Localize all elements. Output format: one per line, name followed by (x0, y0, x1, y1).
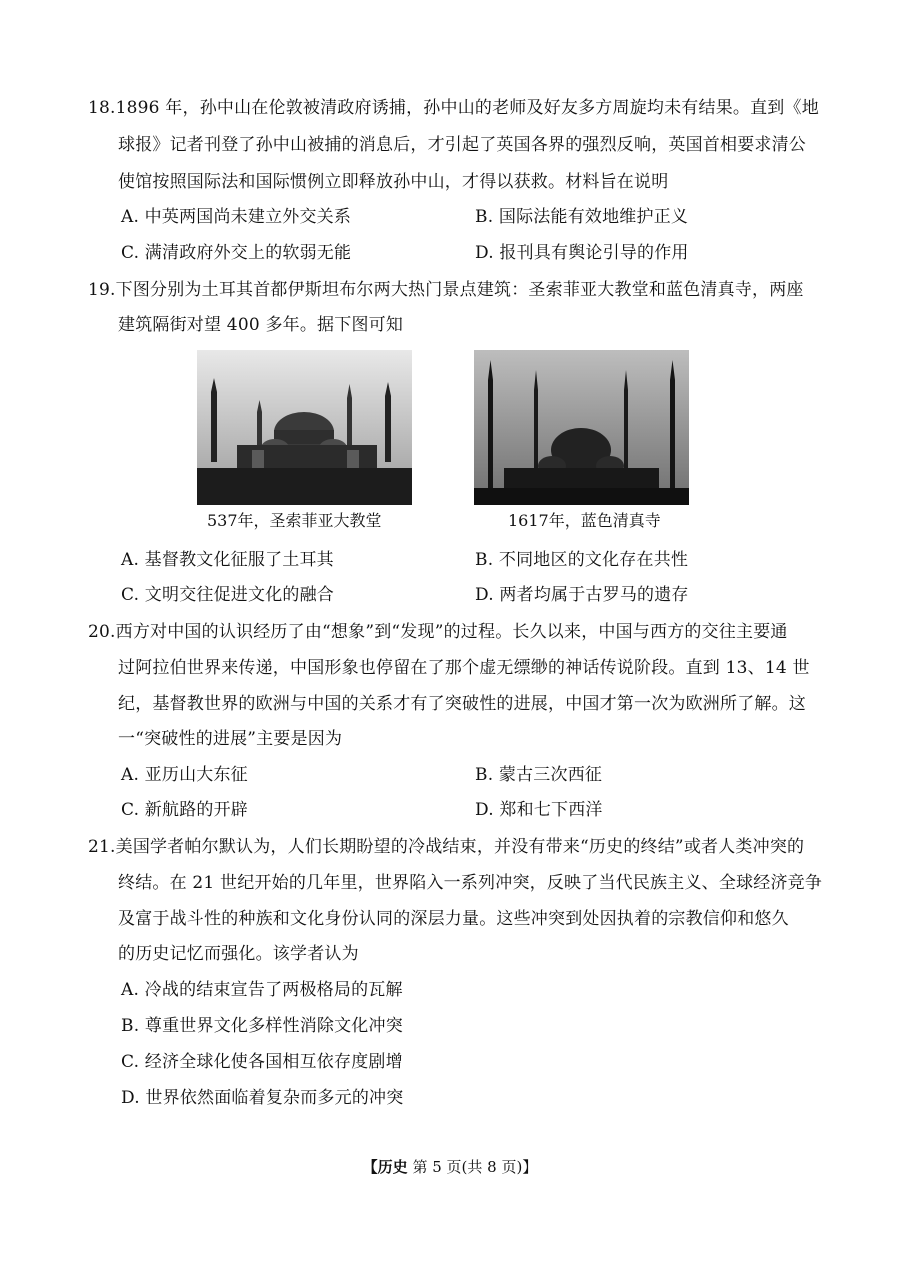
q19-stem-line-1: 19.下图分别为土耳其首都伊斯坦布尔两大热门景点建筑：圣索菲亚大教堂和蓝色清真寺，两座 (88, 280, 804, 300)
q20-option-a: A. 亚历山大东征 (121, 765, 248, 785)
page-footer (0, 1157, 900, 1177)
q21-stem-line-1: 21.美国学者帕尔默认为，人们长期盼望的冷战结束，并没有带来“历史的终结”或者人类冲突的 (88, 837, 805, 857)
q19-stem-line-2: 建筑隔街对望 400 多年。据下图可知 (118, 315, 404, 335)
blue-mosque-caption: 1617年，蓝色清真寺 (508, 511, 661, 530)
q19-option-c: C. 文明交往促进文化的融合 (121, 585, 335, 605)
q20-stem-line-1: 20.西方对中国的认识经历了由“想象”到“发现”的过程。长久以来，中国与西方的交往主要通 (88, 622, 788, 642)
blue-mosque-photo (474, 350, 689, 505)
q20-option-b: B. 蒙古三次西征 (475, 765, 603, 785)
q20-stem-line-2: 过阿拉伯世界来传递，中国形象也停留在了那个虚无缥缈的神话传说阶段。直到 13、14 世 (118, 658, 810, 678)
q19-option-d: D. 两者均属于古罗马的遗存 (475, 585, 689, 605)
hagia-sophia-caption: 537年，圣索菲亚大教堂 (207, 511, 382, 530)
q19-option-b: B. 不同地区的文化存在共性 (475, 550, 689, 570)
footer-subject: 【历史 (362, 1158, 408, 1176)
q19-option-a: A. 基督教文化征服了土耳其 (121, 550, 334, 570)
q20-option-d: D. 郑和七下西洋 (475, 800, 603, 820)
q21-option-a: A. 冷战的结束宣告了两极格局的瓦解 (121, 980, 403, 1000)
q18-option-d: D. 报刊具有舆论引导的作用 (475, 243, 689, 263)
q21-stem-line-3: 及富于战斗性的种族和文化身份认同的深层力量。这些冲突到处因执着的宗教信仰和悠久 (118, 909, 789, 929)
q18-stem-line-1: 18.1896 年，孙中山在伦敦被清政府诱捕，孙中山的老师及好友多方周旋均未有结果。直到《地 (88, 98, 819, 118)
q18-option-a: A. 中英两国尚未建立外交关系 (121, 207, 352, 227)
q18-stem-line-2: 球报》记者刊登了孙中山被捕的消息后，才引起了英国各界的强烈反响，英国首相要求清公 (118, 135, 806, 155)
q21-option-d: D. 世界依然面临着复杂而多元的冲突 (121, 1088, 404, 1108)
q20-option-c: C. 新航路的开辟 (121, 800, 249, 820)
footer-page-number: 第 5 页(共 8 页)】 (412, 1158, 538, 1176)
q21-stem-line-4: 的历史记忆而强化。该学者认为 (118, 944, 359, 964)
q21-option-b: B. 尊重世界文化多样性消除文化冲突 (121, 1016, 403, 1036)
hagia-sophia-photo (197, 350, 412, 505)
q20-stem-line-4: 一“突破性的进展”主要是因为 (118, 729, 343, 749)
q21-option-c: C. 经济全球化使各国相互依存度剧增 (121, 1052, 403, 1072)
q18-option-c: C. 满清政府外交上的软弱无能 (121, 243, 352, 263)
q18-stem-line-3: 使馆按照国际法和国际惯例立即释放孙中山，才得以获救。材料旨在说明 (118, 172, 669, 192)
q21-stem-line-2: 终结。在 21 世纪开始的几年里，世界陷入一系列冲突，反映了当代民族主义、全球经济竞争 (118, 873, 823, 893)
q20-stem-line-3: 纪，基督教世界的欧洲与中国的关系才有了突破性的进展，中国才第一次为欧洲所了解。这 (118, 694, 806, 714)
q18-option-b: B. 国际法能有效地维护正义 (475, 207, 689, 227)
